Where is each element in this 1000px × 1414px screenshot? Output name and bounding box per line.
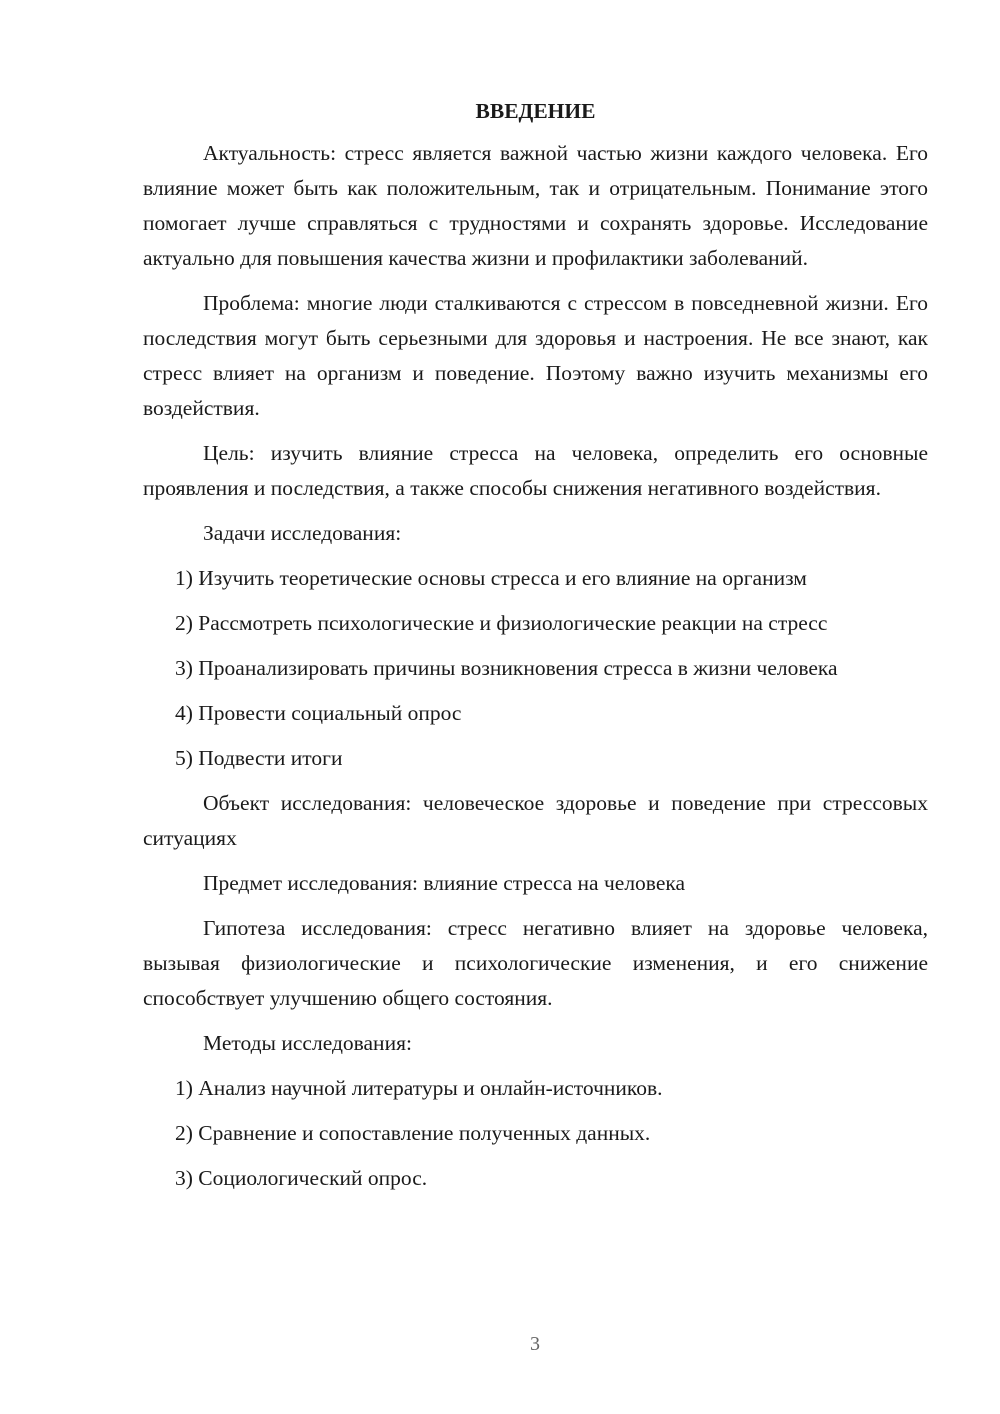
methods-heading: Методы исследования:: [203, 1031, 412, 1055]
goal-paragraph: Цель: изучить влияние стресса на человека, определить его основные проявления и последствия, а также способы снижения негативного воздействия.: [143, 441, 928, 500]
task-item-4: 4) Провести социальный опрос: [175, 701, 462, 725]
tasks-heading: Задачи исследования:: [203, 521, 402, 545]
method-item-1: 1) Анализ научной литературы и онлайн-источников.: [175, 1076, 663, 1100]
method-item-3: 3) Социологический опрос.: [175, 1166, 428, 1190]
task-item-5: 5) Подвести итоги: [175, 746, 343, 770]
hypothesis-paragraph: Гипотеза исследования: стресс негативно влияет на здоровье человека, вызывая физиологические и психологические изменения, и его снижение способствует улучшению общего состояния.: [143, 916, 928, 1010]
object-paragraph: Объект исследования: человеческое здоровье и поведение при стрессовых ситуациях: [143, 791, 928, 850]
page-title: ВВЕДЕНИЕ: [475, 99, 596, 123]
task-item-1: 1) Изучить теоретические основы стресса и его влияние на организм: [175, 566, 807, 590]
document-body: [143, 96, 928, 1206]
task-item-2: 2) Рассмотреть психологические и физиологические реакции на стресс: [175, 611, 828, 635]
subject-paragraph: Предмет исследования: влияние стресса на человека: [203, 871, 686, 895]
relevance-paragraph: Актуальность: стресс является важной частью жизни каждого человека. Его влияние может быть как положительным, так и отрицательным. Понимание этого помогает лучше справляться с трудностями и сохранять здоровье. Исследование актуально для повышения качества жизни и профилактики заболеваний.: [143, 141, 928, 270]
task-item-3: 3) Проанализировать причины возникновения стресса в жизни человека: [175, 656, 838, 680]
problem-paragraph: Проблема: многие люди сталкиваются с стрессом в повседневной жизни. Его последствия могут быть серьезными для здоровья и настроения. Не все знают, как стресс влияет на организм и поведение. Поэтому важно изучить механизмы его воздействия.: [143, 291, 928, 420]
method-item-2: 2) Сравнение и сопоставление полученных данных.: [175, 1121, 651, 1145]
page-number: 3: [530, 1333, 540, 1355]
